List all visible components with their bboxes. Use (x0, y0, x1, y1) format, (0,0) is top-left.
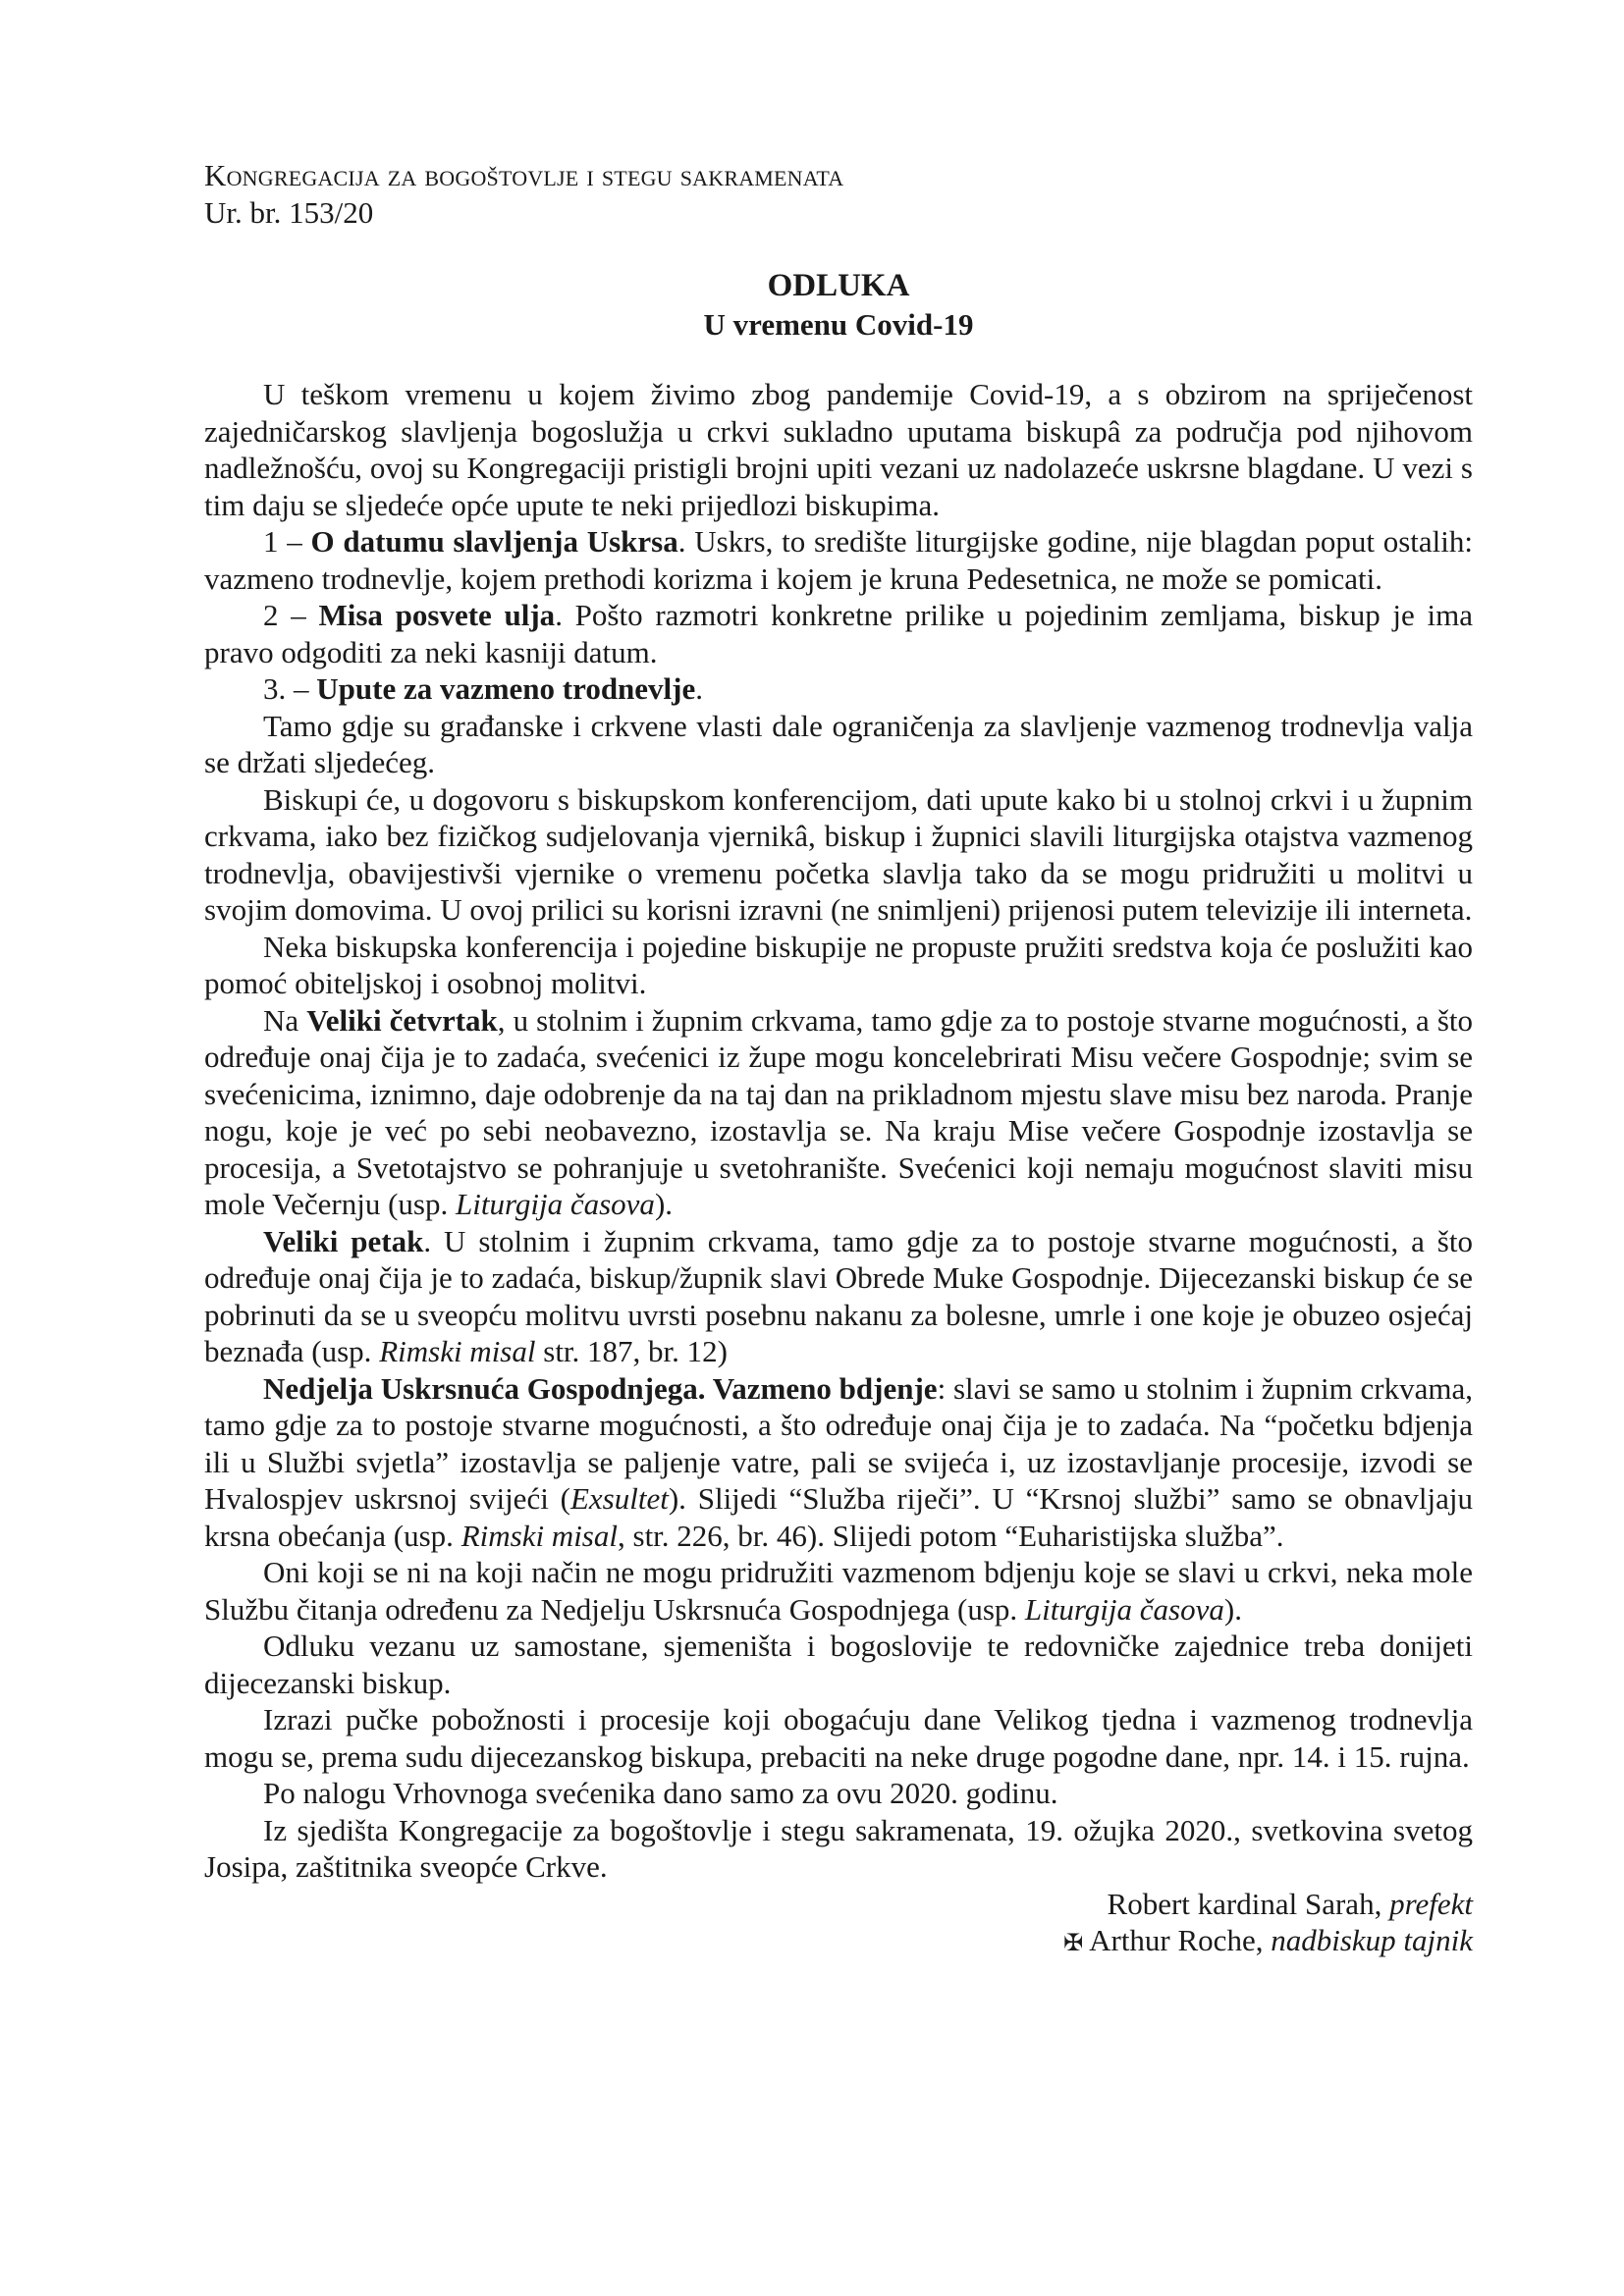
body-paragraph (204, 708, 1473, 781)
paragraph-text: Iz sjedišta Kongregacije za bogoštovlje i stegu sakramenata, 19. ožujka 2020., svetkovina svetog Josipa, zaštitnika sveopće Crkve. (204, 1812, 1473, 1884)
signatory-name: Robert kardinal Sarah, (1107, 1886, 1390, 1921)
paragraph-text: Biskupi će, u dogovoru s biskupskom konferencijom, dati upute kako bi u stolnoj crkvi i u župnim crkvama, iako bez fizičkog sudjelovanja vjernikâ, biskup i župnici slavili liturgijska otajstva vazmenog trodnevlja, obavijestivši vjernike o vremenu početka slavlja tako da se mogu pridružiti u molitvi u svojim domovima. U ovoj prilici su korisni izravni (ne snimljeni) prijenosi putem televizije ili interneta. (204, 781, 1473, 927)
signature-block (204, 1886, 1473, 1962)
document-subtitle: U vremenu Covid-19 (703, 307, 974, 342)
italic-text: Liturgija časova (455, 1187, 655, 1221)
paragraph-text: ). (654, 1187, 674, 1221)
paragraph-text: U teškom vremenu u kojem živimo zbog pandemije Covid-19, a s obzirom na spriječenost zajedničarskog slavljenja bogoslužja u crkvi sukladno uputama biskupâ za područja pod njihovom nadležnošću, ovoj su Kongregaciji pristigli brojni upiti vezani uz nadolazeće uskrsne blagdane. U vezi s tim daju se sljedeće opće upute te neki prijedlozi biskupima. (204, 377, 1473, 522)
paragraph-text: . (695, 671, 704, 706)
paragraph-text: Odluku vezanu uz samostane, sjemeništa i bogoslovije te redovničke zajednice treba donijeti dijecezanski biskup. (204, 1629, 1473, 1700)
paragraph-text: ). (1223, 1591, 1242, 1627)
italic-text: Rimski misal (379, 1334, 536, 1368)
paragraph-text: : slavi se samo u stolnim i župnim crkvama, tamo gdje za to postoje stvarne mogućnosti, a što određuje onaj čija je to zadaća. Na “početku bdjenja ili u Službi svjetla” izostavlja se paljenje vatre, pali se svijeća i, uz izostavljanje procesije, izvodi se Hvalospjev uskrsnoj svijeći ( (204, 1370, 1473, 1516)
body-paragraph (204, 1775, 1473, 1812)
body-paragraph (204, 1554, 1473, 1628)
body-paragraph (204, 1812, 1473, 1886)
cross-icon: ✠ (1063, 1929, 1084, 1956)
signatory-role: prefekt (1389, 1886, 1473, 1921)
paragraph-text: 1 – (263, 524, 311, 559)
paragraph-text: , str. 226, br. 46). Slijedi potom “Euharistijska služba”. (618, 1518, 1284, 1553)
paragraph-text: ). Slijedi “Služba riječi”. U “Krsnoj službi” samo se obnavljaju krsna obećanja (usp. (204, 1481, 1473, 1553)
body-paragraph (204, 1628, 1473, 1701)
congregation-header: Kongregacija za bogoštovlje i stegu sakramenata (204, 158, 844, 192)
paragraph-text: Na (263, 1002, 307, 1038)
document-title: ODLUKA (767, 268, 910, 303)
body-paragraph (204, 781, 1473, 929)
bold-text: Misa posvete ulja (318, 598, 556, 632)
body-paragraph (204, 929, 1473, 1002)
paragraph-text: . U stolnim i župnim crkvama, tamo gdje za to postoje stvarne mogućnosti, a što određuje onaj čija je to zadaća, biskup/župnik slavi Obrede Muke Gospodnje. Dijecezanski biskup će se pobrinuti da se u sveopću molitvu uvrsti posebnu nakanu za bolesne, umrle i one koje je obuzeo osjećaj beznađa (usp. (204, 1223, 1473, 1368)
paragraph-text: Oni koji se ni na koji način ne mogu pridružiti vazmenom bdjenju koje se slavi u crkvi, neka mole Službu čitanja određenu za Nedjelju Uskrsnuća Gospodnjega (usp. (204, 1555, 1473, 1627)
body-paragraph (204, 670, 1473, 708)
signatory-name: Arthur Roche, (1089, 1923, 1272, 1957)
paragraph-text: 2 – (263, 598, 319, 632)
paragraph-text: str. 187, br. 12) (535, 1334, 728, 1368)
paragraph-text: , u stolnim i župnim crkvama, tamo gdje za to postoje stvarne mogućnosti, a što određuje onaj čija je to zadaća, svećenici iz župe mogu koncelebrirati Misu večere Gospodnje; svim se svećenicima, iznimno, daje odobrenje da na taj dan na prikladnom mjestu slave misu bez naroda. Pranje nogu, koje je već po sebi neobavezno, izostavlja se. Na kraju Mise večere Gospodnje izostavlja se procesija, a Svetotajstvo se pohranjuje u svetohranište. Svećenici koji nemaju mogućnost slaviti misu mole Večernju (usp. (204, 1002, 1474, 1221)
document-body (204, 376, 1473, 1886)
body-paragraph (204, 1701, 1473, 1775)
bold-text: Veliki petak (263, 1223, 424, 1258)
paragraph-text: Izrazi pučke pobožnosti i procesije koji obogaćuju dane Velikog tjedna i vazmenog trodnevlja mogu se, prema sudu dijecezanskog biskupa, prebaciti na neke druge pogodne dane, npr. 14. i 15. rujna. (204, 1702, 1473, 1774)
body-paragraph (204, 1223, 1473, 1370)
body-paragraph (204, 597, 1473, 670)
body-paragraph (204, 376, 1473, 523)
reference-number: Ur. br. 153/20 (204, 194, 374, 230)
paragraph-text: Tamo gdje su građanske i crkvene vlasti dale ograničenja za slavljenje vazmenog trodnevlja valja se držati sljedećeg. (204, 708, 1473, 779)
body-paragraph (204, 523, 1473, 597)
italic-text: Liturgija časova (1024, 1591, 1224, 1627)
bold-text: Nedjelja Uskrsnuća Gospodnjega. Vazmeno bdjenje (263, 1370, 938, 1406)
paragraph-text: . Pošto razmotri konkretne prilike u pojedinim zemljama, biskup je ima pravo odgoditi za neki kasniji datum. (204, 598, 1474, 669)
paragraph-text: Neka biskupska konferencija i pojedine biskupije ne propuste pružiti sredstva koja će poslužiti kao pomoć obiteljskoj i osobnoj molitvi. (204, 929, 1473, 1000)
bold-text: Veliki četvrtak (306, 1002, 498, 1038)
bold-text: O datumu slavljenja Uskrsa (310, 524, 678, 559)
paragraph-text: Po nalogu Vrhovnoga svećenika dano samo za ovu 2020. godinu. (263, 1776, 1058, 1810)
bold-text: Upute za vazmeno trodnevlje (316, 671, 696, 706)
body-paragraph (204, 1370, 1473, 1555)
signature-line (204, 1922, 1473, 1962)
paragraph-text: . Uskrs, to središte liturgijske godine, nije blagdan poput ostalih: vazmeno trodnevlje, kojem prethodi korizma i kojem je kruna Pedesetnica, ne može se pomicati. (204, 524, 1474, 596)
signatory-role: nadbiskup tajnik (1271, 1923, 1473, 1957)
italic-text: Exsultet (569, 1481, 669, 1516)
italic-text: Rimski misal (460, 1518, 618, 1553)
body-paragraph (204, 1002, 1473, 1223)
signature-line (204, 1886, 1473, 1923)
paragraph-text: 3. – (263, 671, 317, 706)
document-page (204, 157, 1473, 1962)
